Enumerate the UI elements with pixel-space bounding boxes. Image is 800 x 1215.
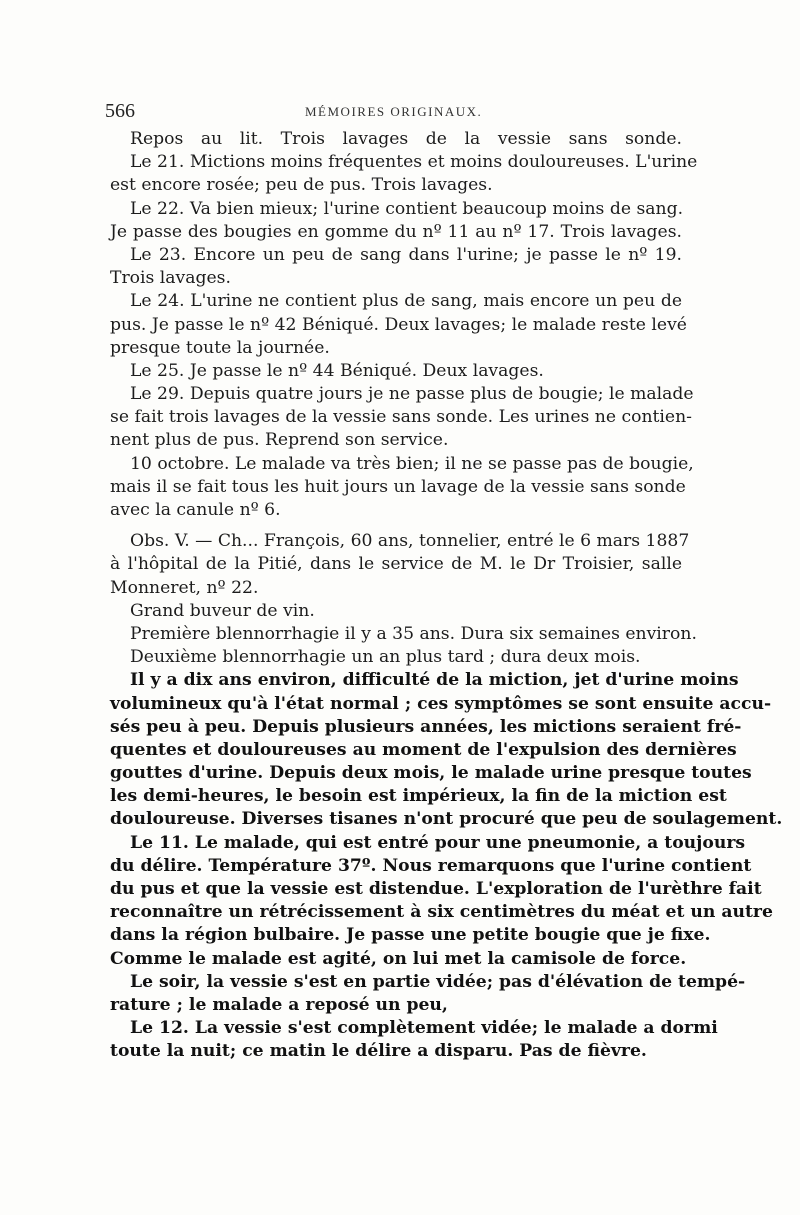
text-line: toute la nuit; ce matin le délire a disparu. Pas de fièvre. [110, 1041, 647, 1062]
text-line: Le 22. Va bien mieux; l'urine contient beaucoup moins de sang. [130, 198, 684, 219]
observation-heading-line: Obs. V. — Ch... François, 60 ans, tonnelier, entré le 6 mars 1887 [130, 531, 690, 552]
text-line: douloureuse. Diverses tisanes n'ont procuré que peu de soulagement. [110, 809, 783, 830]
text-line: gouttes d'urine. Depuis deux mois, le malade urine presque toutes [110, 763, 752, 784]
text-line: rature ; le malade a reposé un peu, [110, 994, 448, 1015]
text-line: Deuxième blennorrhagie un an plus tard ; dura deux mois. [130, 647, 641, 668]
text-line: Le 12. La vessie s'est complètement vidée; le malade a dormi [130, 1018, 718, 1039]
text-line: presque toute la journée. [110, 337, 330, 358]
text-line: reconnaître un rétrécissement à six centimètres du méat et un autre [110, 902, 773, 923]
text-line: Première blennorrhagie il y a 35 ans. Dura six semaines environ. [130, 623, 697, 644]
text-line: Je passe des bougies en gomme du nº 11 au nº 17. Trois lavages. [110, 221, 682, 242]
text-line: Le 11. Le malade, qui est entré pour une pneumonie, a toujours [130, 832, 746, 853]
text-line: Il y a dix ans environ, difficulté de la miction, jet d'urine moins [130, 670, 739, 691]
text-line: du pus et que la vessie est distendue. L'exploration de l'urèthre fait [110, 879, 762, 899]
text-line: sés peu à peu. Depuis plusieurs années, les mictions seraient fré- [110, 716, 742, 737]
page-header [105, 100, 695, 124]
text-line: Le 29. Depuis quatre jours je ne passe plus de bougie; le malade [130, 384, 694, 405]
text-line: Le 21. Mictions moins fréquentes et moins douloureuses. L'urine [130, 152, 698, 173]
text-line: avec la canule nº 6. [110, 500, 281, 520]
body-text [110, 128, 783, 1064]
text-line: Grand buveur de vin. [130, 600, 315, 621]
text-line: Monneret, nº 22. [110, 577, 259, 598]
text-line: Le 24. L'urine ne contient plus de sang, mais encore un peu de [130, 291, 682, 312]
text-line: nent plus de pus. Reprend son service. [110, 430, 449, 451]
text-line: 10 octobre. Le malade va très bien; il ne se passe pas de bougie, [130, 453, 694, 474]
text-line: Le soir, la vessie s'est en partie vidée; pas d'élévation de tempé- [130, 971, 746, 992]
text-line: mais il se fait tous les huit jours un lavage de la vessie sans sonde [110, 476, 686, 497]
text-line: Repos au lit. Trois lavages de la vessie sans sonde. [130, 129, 682, 149]
running-head: MÉMOIRES ORIGINAUX. [305, 104, 483, 119]
text-line: Le 25. Je passe le nº 44 Béniqué. Deux lavages. [130, 360, 544, 381]
text-line: quentes et douloureuses au moment de l'expulsion des dernières [110, 739, 737, 760]
text-line: dans la région bulbaire. Je passe une petite bougie que je fixe. [110, 925, 711, 946]
text-line: à l'hôpital de la Pitié, dans le service de M. le Dr Troisier, salle [110, 554, 682, 575]
text-line: pus. Je passe le nº 42 Béniqué. Deux lavages; le malade reste levé [110, 314, 687, 335]
text-line: se fait trois lavages de la vessie sans sonde. Les urines ne contien- [110, 407, 692, 428]
text-line: Trois lavages. [110, 268, 231, 289]
text-line: du délire. Température 37º. Nous remarquons que l'urine contient [110, 855, 752, 876]
text-line: volumineux qu'à l'état normal ; ces symptômes se sont ensuite accu- [110, 693, 772, 714]
page-number: 566 [105, 100, 135, 122]
text-line: les demi-heures, le besoin est impérieux, la fin de la miction est [110, 786, 727, 807]
text-line: est encore rosée; peu de pus. Trois lavages. [110, 175, 493, 196]
text-line: Le 23. Encore un peu de sang dans l'urine; je passe le nº 19. [130, 244, 682, 265]
text-line: Comme le malade est agité, on lui met la camisole de force. [110, 948, 687, 969]
